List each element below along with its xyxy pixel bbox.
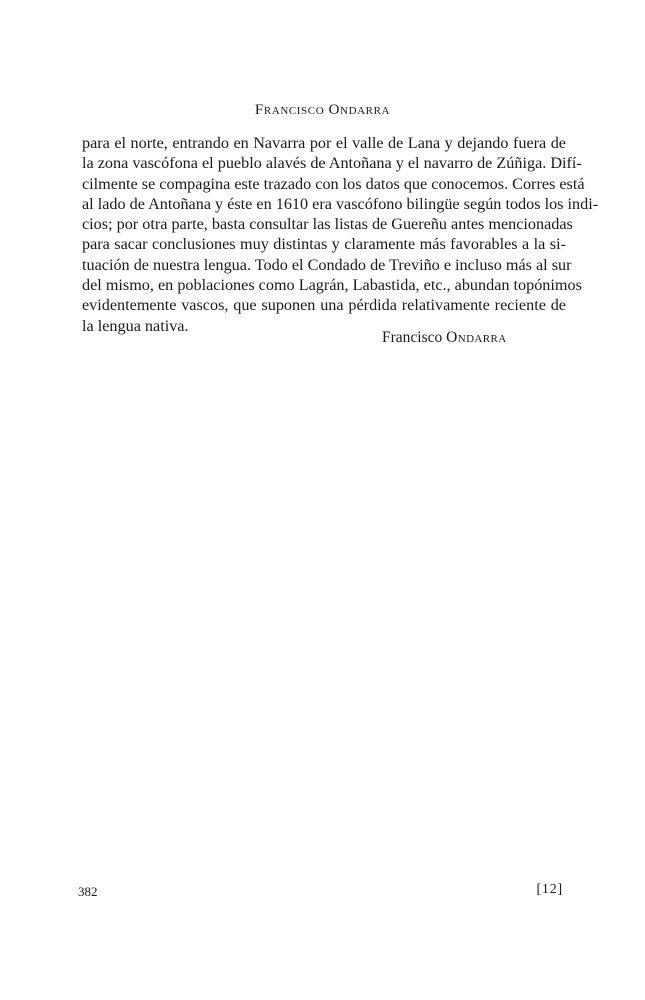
page-number: 382: [78, 884, 98, 899]
signature-surname: Ondarra: [446, 329, 507, 346]
running-head: Francisco Ondarra: [254, 102, 391, 118]
paragraph-line: para el norte, entrando en Navarra por el valle de Lana y dejando fuera de: [82, 134, 566, 152]
paragraph-line: para sacar conclusiones muy distintas y claramente más favorables a la si-: [82, 235, 566, 254]
section-marker: [12]: [536, 882, 563, 897]
paragraph-line: tuación de nuestra lengua. Todo el Condado de Treviño e incluso más al sur: [82, 255, 572, 274]
paragraph-line: del mismo, en poblaciones como Lagrán, Labastida, etc., abundan topónimos: [82, 276, 582, 295]
article-paragraph: [82, 133, 599, 336]
author-signature: [382, 329, 507, 347]
paragraph-line: la lengua nativa.: [82, 316, 189, 335]
paragraph-line: al lado de Antoñana y éste en 1610 era vascófono bilingüe según todos los indi-: [82, 194, 599, 213]
paragraph-line: evidentemente vascos, que suponen una pérdida relativamente reciente de: [82, 296, 566, 315]
signature-first-name: Francisco: [382, 329, 443, 346]
paragraph-line: cios; por otra parte, basta consultar las listas de Guereñu antes mencionadas: [82, 215, 573, 234]
paragraph-line: la zona vascófona el pueblo alavés de Antoñana y el navarro de Zúñiga. Difí-: [82, 154, 582, 173]
paragraph-line: cilmente se compagina este trazado con los datos que conocemos. Corres está: [82, 174, 585, 193]
